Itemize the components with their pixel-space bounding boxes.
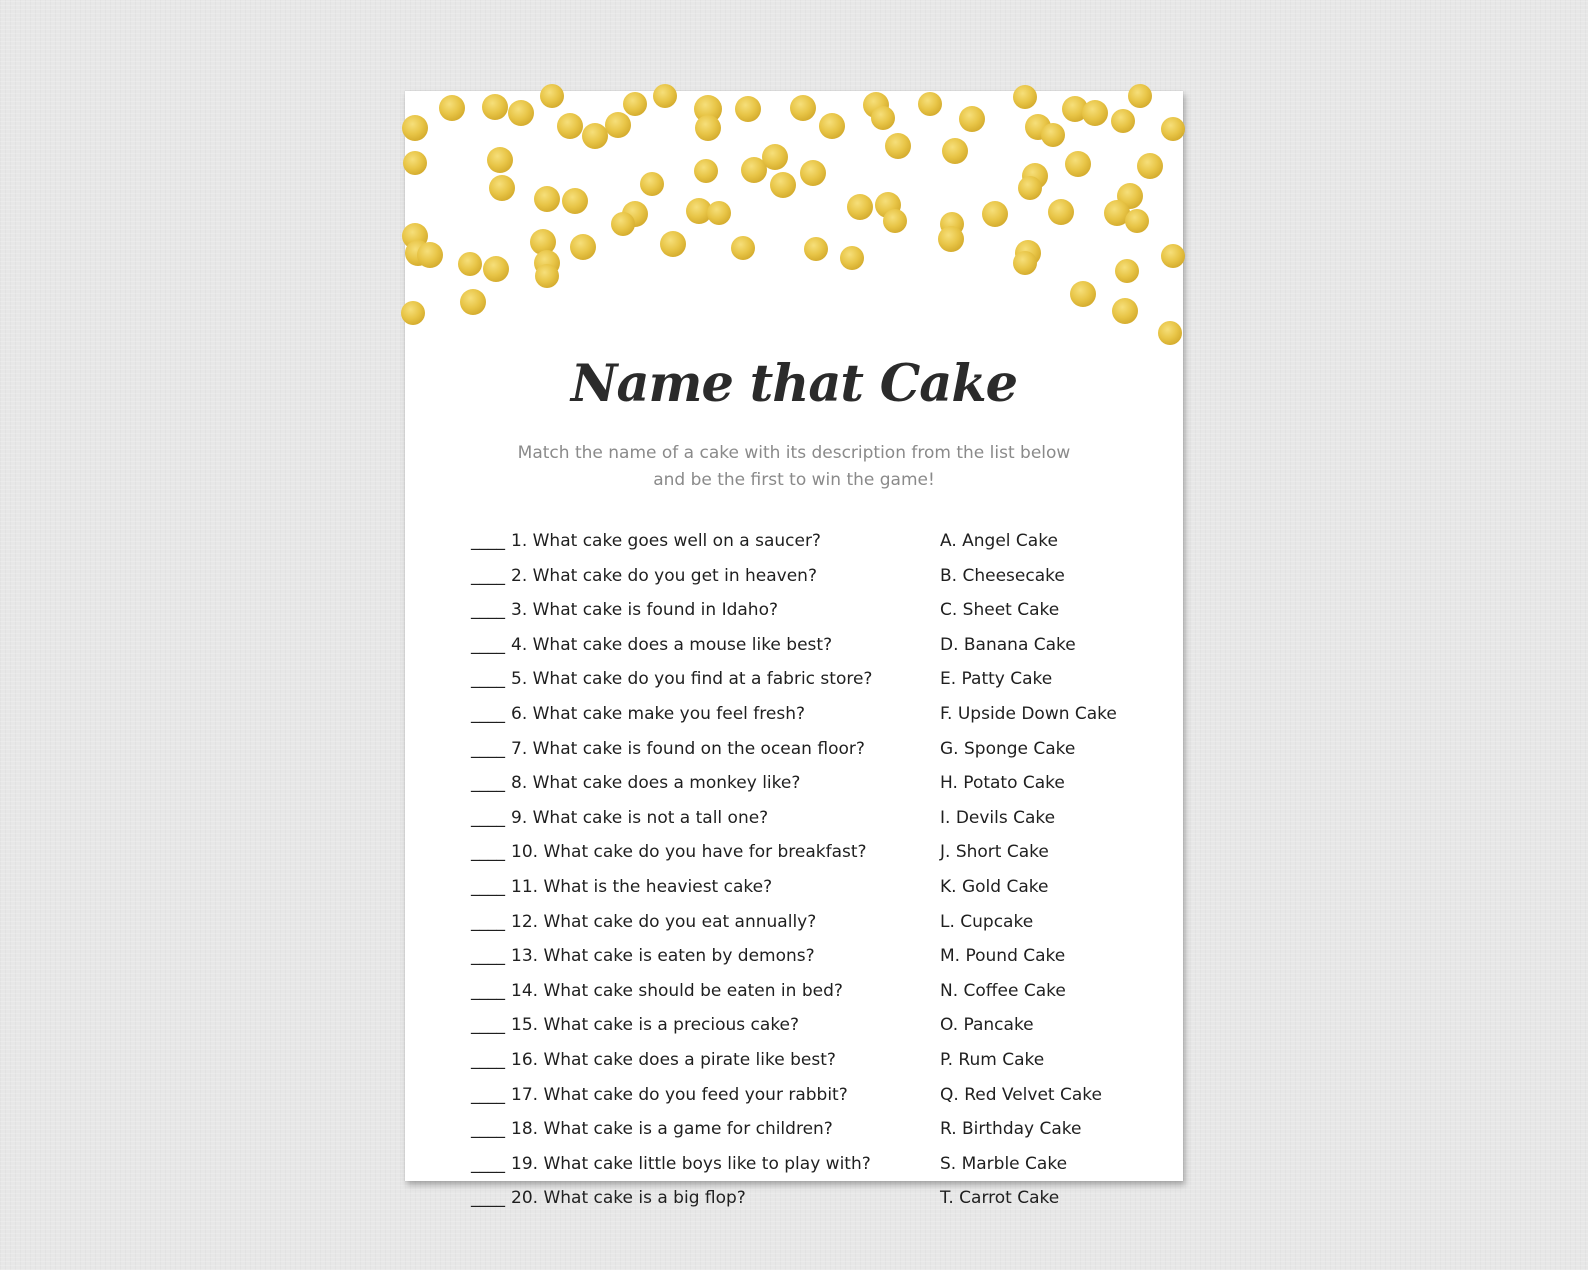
answer-blank: ____ bbox=[471, 1188, 505, 1209]
answer-option: K. Gold Cake bbox=[940, 876, 1049, 897]
answer-option: Q. Red Velvet Cake bbox=[940, 1084, 1102, 1105]
question-text: 3. What cake is found in Idaho? bbox=[511, 600, 778, 621]
question-item bbox=[471, 801, 931, 836]
question-text: 14. What cake should be eaten in bed? bbox=[511, 980, 843, 1001]
answer-option: B. Cheesecake bbox=[940, 565, 1065, 586]
answer-option: A. Angel Cake bbox=[940, 531, 1058, 551]
answer-blank: ____ bbox=[471, 980, 505, 1001]
answer-blank: ____ bbox=[471, 842, 505, 863]
question-text: 19. What cake little boys like to play with? bbox=[511, 1153, 871, 1174]
answer-option: N. Coffee Cake bbox=[940, 980, 1066, 1001]
question-text: 7. What cake is found on the ocean floor? bbox=[511, 738, 865, 759]
question-text: 13. What cake is eaten by demons? bbox=[511, 946, 815, 967]
instructions-line-2: and be the first to win the game! bbox=[653, 470, 935, 490]
answer-option: T. Carrot Cake bbox=[940, 1188, 1060, 1209]
answer-list bbox=[940, 524, 1170, 1216]
question-text: 6. What cake make you feel fresh? bbox=[511, 703, 806, 724]
instructions-line-1: Match the name of a cake with its description from the list below bbox=[517, 443, 1071, 463]
question-item bbox=[471, 939, 931, 974]
question-item bbox=[471, 697, 931, 732]
question-item bbox=[471, 835, 931, 870]
question-item bbox=[471, 766, 931, 801]
answer-blank: ____ bbox=[471, 1119, 505, 1140]
answer-option: J. Short Cake bbox=[940, 842, 1049, 863]
answer-blank: ____ bbox=[471, 600, 505, 621]
question-text: 8. What cake does a monkey like? bbox=[511, 773, 801, 794]
answer-blank: ____ bbox=[471, 1015, 505, 1036]
question-item bbox=[471, 662, 931, 697]
question-item bbox=[471, 524, 931, 559]
page-title: Name that Cake bbox=[570, 354, 1018, 414]
answer-option: I. Devils Cake bbox=[940, 807, 1056, 828]
answer-blank: ____ bbox=[471, 1084, 505, 1105]
answer-blank: ____ bbox=[471, 703, 505, 724]
question-item bbox=[471, 732, 931, 767]
question-text: 10. What cake do you have for breakfast? bbox=[511, 842, 867, 863]
question-item bbox=[471, 1147, 931, 1182]
answer-blank: ____ bbox=[471, 773, 505, 794]
instructions bbox=[494, 440, 1094, 494]
answer-blank: ____ bbox=[471, 807, 505, 828]
answer-blank: ____ bbox=[471, 738, 505, 759]
question-text: 2. What cake do you get in heaven? bbox=[511, 565, 817, 586]
question-text: 11. What is the heaviest cake? bbox=[511, 876, 773, 897]
question-text: 1. What cake goes well on a saucer? bbox=[511, 531, 821, 551]
question-text: 9. What cake is not a tall one? bbox=[511, 807, 769, 828]
answer-option: M. Pound Cake bbox=[940, 946, 1066, 967]
answer-option: D. Banana Cake bbox=[940, 634, 1076, 655]
answer-option: H. Potato Cake bbox=[940, 773, 1065, 794]
answer-blank: ____ bbox=[471, 876, 505, 897]
question-text: 4. What cake does a mouse like best? bbox=[511, 634, 833, 655]
answer-option: R. Birthday Cake bbox=[940, 1119, 1082, 1140]
answer-option: F. Upside Down Cake bbox=[940, 703, 1117, 724]
answer-option: S. Marble Cake bbox=[940, 1153, 1068, 1174]
answer-option: P. Rum Cake bbox=[940, 1049, 1045, 1070]
question-item bbox=[471, 1078, 931, 1113]
answer-option: O. Pancake bbox=[940, 1015, 1034, 1036]
answer-blank: ____ bbox=[471, 531, 505, 551]
question-item bbox=[471, 974, 931, 1009]
question-item bbox=[471, 1181, 931, 1216]
game-card bbox=[405, 91, 1183, 1209]
question-item bbox=[471, 1043, 931, 1078]
question-text: 16. What cake does a pirate like best? bbox=[511, 1049, 836, 1070]
question-text: 18. What cake is a game for children? bbox=[511, 1119, 833, 1140]
question-text: 12. What cake do you eat annually? bbox=[511, 911, 817, 932]
answer-blank: ____ bbox=[471, 1049, 505, 1070]
question-item bbox=[471, 1112, 931, 1147]
answer-blank: ____ bbox=[471, 1153, 505, 1174]
answer-option: L. Cupcake bbox=[940, 911, 1034, 932]
answer-blank: ____ bbox=[471, 911, 505, 932]
answer-option: C. Sheet Cake bbox=[940, 600, 1060, 621]
question-text: 20. What cake is a big flop? bbox=[511, 1188, 746, 1209]
question-item bbox=[471, 870, 931, 905]
question-item bbox=[471, 1008, 931, 1043]
question-list bbox=[471, 524, 931, 1216]
question-text: 5. What cake do you find at a fabric store? bbox=[511, 669, 873, 690]
question-item bbox=[471, 905, 931, 940]
answer-blank: ____ bbox=[471, 669, 505, 690]
answer-blank: ____ bbox=[471, 946, 505, 967]
answer-option: E. Patty Cake bbox=[940, 669, 1053, 690]
question-item bbox=[471, 559, 931, 594]
question-text: 15. What cake is a precious cake? bbox=[511, 1015, 800, 1036]
answer-option: G. Sponge Cake bbox=[940, 738, 1076, 759]
answer-blank: ____ bbox=[471, 565, 505, 586]
question-item bbox=[471, 628, 931, 663]
question-text: 17. What cake do you feed your rabbit? bbox=[511, 1084, 848, 1105]
answer-blank: ____ bbox=[471, 634, 505, 655]
question-item bbox=[471, 593, 931, 628]
